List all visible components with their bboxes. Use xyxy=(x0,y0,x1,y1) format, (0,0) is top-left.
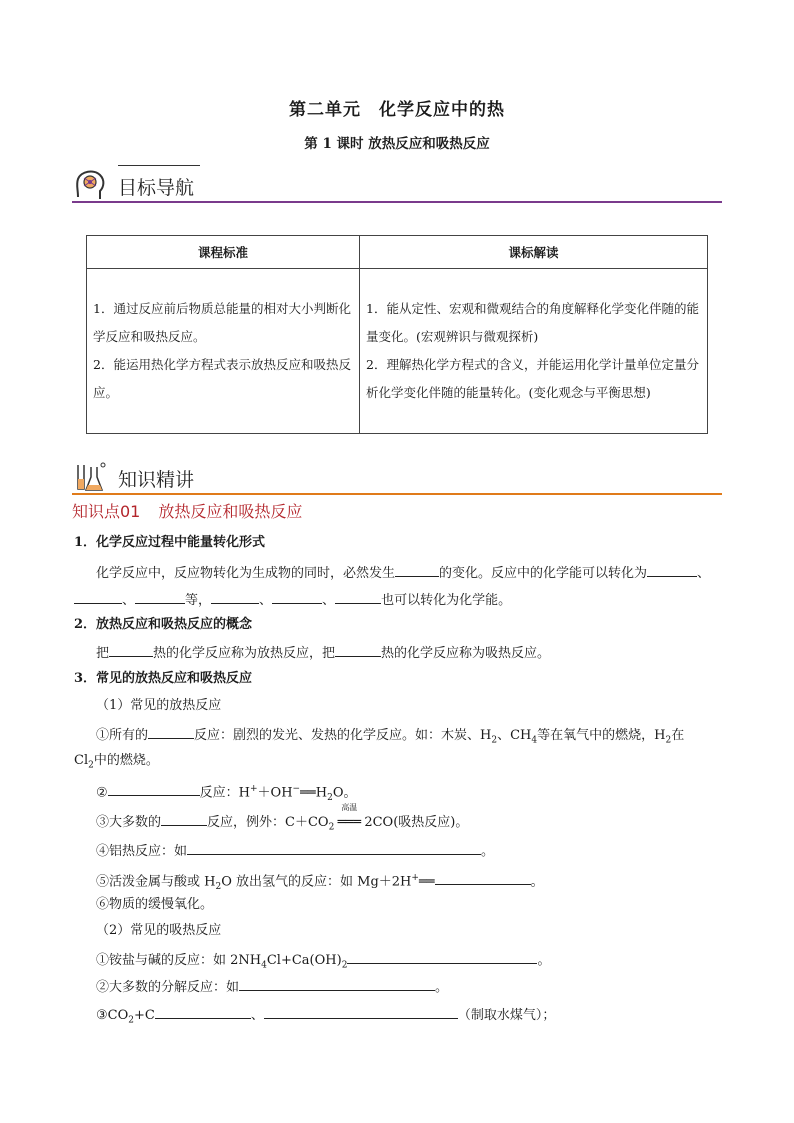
lesson-title: 第 1 课时 放热反应和吸热反应 xyxy=(304,136,490,152)
section-header-goals xyxy=(72,165,722,203)
subscript: 2 xyxy=(665,735,672,746)
answer-blank[interactable] xyxy=(435,871,531,885)
text: ①铵盐与碱的反应：如 2NH xyxy=(96,953,262,968)
text: ＋OH xyxy=(257,785,293,801)
text: 。 xyxy=(530,874,544,890)
text: 化学反应中，反应物转化为生成物的同时，必然发生 xyxy=(96,566,396,581)
section-header-knowledge xyxy=(72,457,722,495)
answer-blank[interactable] xyxy=(239,977,435,991)
flask-icon xyxy=(72,459,108,495)
list-item: 1．能从定性、宏观和微观结合的角度解释化学变化伴随的能量变化。(宏观辨识与微观探析) xyxy=(366,301,699,344)
item-combustion xyxy=(96,725,684,750)
answer-blank[interactable] xyxy=(264,1005,458,1019)
text: Cl xyxy=(74,753,89,768)
superscript: + xyxy=(411,873,419,883)
text: （制取水煤气）； xyxy=(457,1008,556,1023)
heading-3: 3．常见的放热反应和吸热反应 xyxy=(74,671,253,686)
text: 、 xyxy=(322,593,336,608)
text: 反应：H xyxy=(199,785,250,801)
subscript: 2 xyxy=(128,1015,134,1026)
answer-blank[interactable] xyxy=(109,643,153,657)
knowledge-point-number: 知识点01 xyxy=(72,502,141,521)
text: 等， xyxy=(185,593,212,608)
text: 热的化学反应称为放热反应，把 xyxy=(153,646,336,661)
text: 热的化学反应称为吸热反应。 xyxy=(381,646,551,661)
answer-blank[interactable] xyxy=(187,841,481,855)
answer-blank[interactable] xyxy=(108,782,200,796)
text: 反应：剧烈的发光、发热的化学反应。如：木炭、H xyxy=(194,728,492,743)
text: O 放出氢气的反应：如 Mg＋2H xyxy=(221,874,412,890)
answer-blank[interactable] xyxy=(347,950,537,964)
item-combustion-cont xyxy=(74,752,159,775)
knowledge-point-title xyxy=(72,499,320,522)
text: 2CO(吸热反应)。 xyxy=(364,815,469,830)
text: ④铝热反应：如 xyxy=(96,844,188,859)
subscript: 2 xyxy=(215,881,222,892)
text: ⑤活泼金属与酸或 H xyxy=(96,874,216,890)
text: 、 xyxy=(259,593,273,608)
subscript: 4 xyxy=(261,960,267,971)
knowledge-point-name: 放热反应和吸热反应 xyxy=(158,502,303,521)
text: 中的燃烧。 xyxy=(93,753,159,768)
subscript: 4 xyxy=(531,735,538,746)
text: ③CO xyxy=(96,1008,129,1023)
text: 等在氧气中的燃烧，H xyxy=(537,728,666,743)
answer-blank[interactable] xyxy=(211,590,259,604)
text: 、 xyxy=(697,566,711,581)
answer-blank[interactable] xyxy=(335,590,381,604)
standards-table xyxy=(86,235,708,434)
item-ammonium-base xyxy=(96,950,550,975)
text: ③大多数的 xyxy=(96,815,162,830)
answer-blank[interactable] xyxy=(395,563,439,577)
paragraph-2 xyxy=(96,643,550,663)
heading-2: 2．放热反应和吸热反应的概念 xyxy=(74,617,253,632)
section-label: 知识精讲 xyxy=(118,469,195,491)
text: ①所有的 xyxy=(96,728,149,743)
text: 把 xyxy=(96,646,110,661)
item-neutralization xyxy=(96,780,357,807)
answer-blank[interactable] xyxy=(135,590,185,604)
answer-blank[interactable] xyxy=(161,812,207,826)
text: 也可以转化为化学能。 xyxy=(381,593,512,608)
subscript: 2 xyxy=(341,960,348,971)
item-active-metal xyxy=(96,869,544,896)
text: O。 xyxy=(332,785,357,801)
text: 反应，例外：C＋CO xyxy=(207,815,329,830)
text: +C xyxy=(134,1008,155,1023)
brain-head-icon xyxy=(72,167,108,203)
list-item: 2．理解热化学方程式的含义，并能运用化学计量单位定量分析化学变化伴随的能量转化。(变化观念与平衡思想) xyxy=(366,357,699,400)
unit-title: 第二单元 化学反应中的热 xyxy=(289,100,505,120)
answer-blank[interactable] xyxy=(74,590,122,604)
subscript: 2 xyxy=(491,735,498,746)
section-label: 目标导航 xyxy=(118,177,195,199)
text: 、 xyxy=(250,1008,264,1023)
text: ══ xyxy=(418,874,435,890)
answer-blank[interactable] xyxy=(148,725,194,739)
list-item: 2．能运用热化学方程式表示放热反应和吸热反应。 xyxy=(93,357,351,400)
subscript: 2 xyxy=(88,760,94,771)
text: 、 xyxy=(122,593,136,608)
answer-blank[interactable] xyxy=(272,590,322,604)
subscript: 2 xyxy=(327,792,333,803)
superscript: + xyxy=(250,784,258,794)
heading-1: 1．化学反应过程中能量转化形式 xyxy=(74,535,266,550)
text: ② xyxy=(96,785,108,801)
section-underline xyxy=(72,493,722,495)
text: 。 xyxy=(435,980,449,995)
text: 。 xyxy=(481,844,495,859)
text: ②大多数的分解反应：如 xyxy=(96,980,240,995)
superscript: − xyxy=(292,784,301,794)
item-thermite xyxy=(96,841,494,861)
text: ══H xyxy=(300,785,328,801)
item-combination xyxy=(96,803,469,837)
item-slow-oxidation: ⑥物质的缓慢氧化。 xyxy=(96,897,214,912)
subheading-endothermic: （2）常见的吸热反应 xyxy=(96,923,222,938)
text: 的变化。反应中的化学能可以转化为 xyxy=(439,566,648,581)
table-cell-standards xyxy=(87,269,360,434)
section-underline xyxy=(72,201,722,203)
subheading-exothermic: （1）常见的放热反应 xyxy=(96,698,222,713)
text: 。 xyxy=(537,953,551,968)
list-item: 1．通过反应前后物质总能量的相对大小判断化学反应和吸热反应。 xyxy=(93,301,351,344)
divider xyxy=(118,165,200,166)
condition-label: 高温 xyxy=(341,803,358,812)
item-decomposition xyxy=(96,977,448,997)
table-cell-interpretation xyxy=(360,269,708,434)
text: 在 xyxy=(671,728,685,743)
paragraph-1b xyxy=(74,590,511,610)
table-header-standard: 课程标准 xyxy=(87,236,360,269)
answer-blank[interactable] xyxy=(647,563,697,577)
subscript: 2 xyxy=(328,822,335,833)
text: Cl+Ca(OH) xyxy=(266,953,342,968)
text: 、CH xyxy=(497,728,532,743)
item-water-gas xyxy=(96,1005,555,1030)
answer-blank[interactable] xyxy=(335,643,381,657)
paragraph-1a xyxy=(96,563,710,583)
table-header-interpretation: 课标解读 xyxy=(360,236,708,269)
answer-blank[interactable] xyxy=(155,1005,251,1019)
reaction-condition-arrow: 高温 ═══ xyxy=(334,814,364,832)
